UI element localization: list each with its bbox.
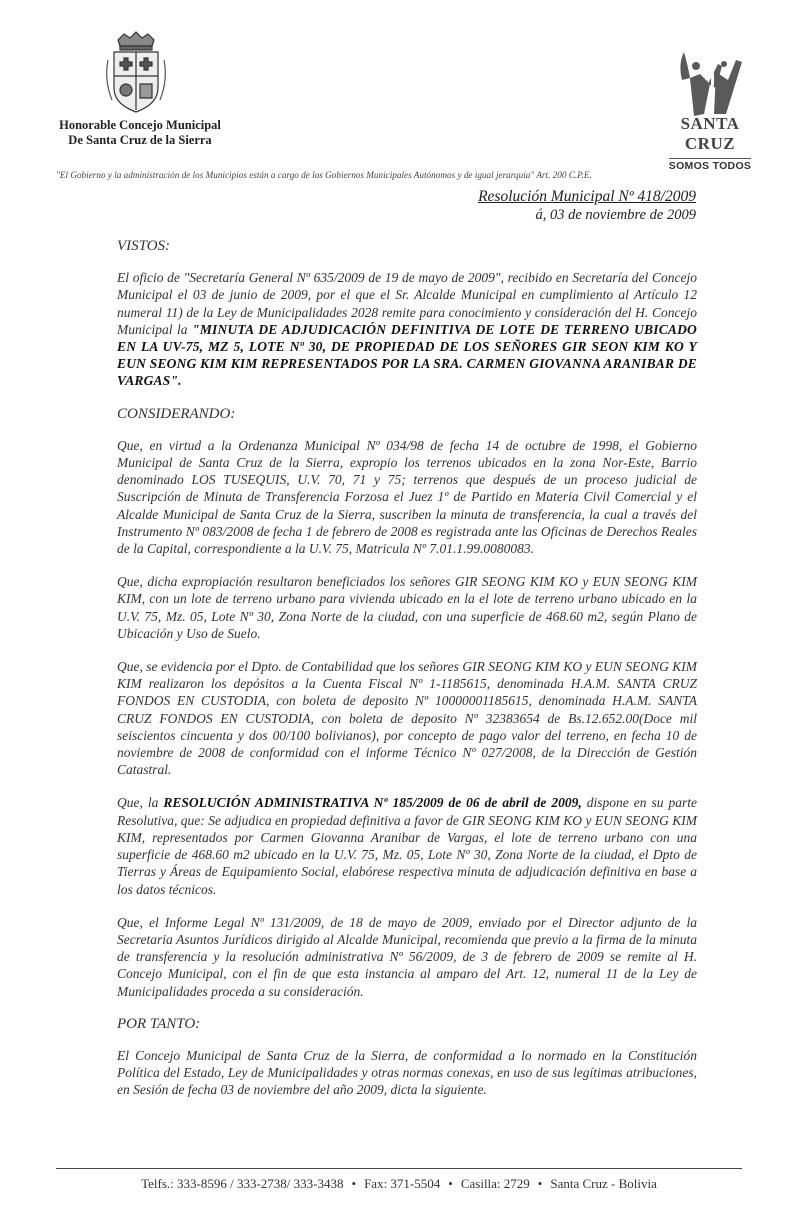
por-tanto-paragraph: El Concejo Municipal de Santa Cruz de la Sierra, de conformidad a lo normado en la Constitución Política del Estado, Ley de Municipalidades y otras normas conexas, en uso de sus legítimas atribuciones, en Sesión de fecha 03 de noviembre del año 2009, dicta la siguiente.: [117, 1047, 697, 1098]
footer-city: Santa Cruz - Bolivia: [550, 1176, 657, 1191]
logo-slogan: SOMOS TODOS: [668, 160, 752, 172]
section-considerando: CONSIDERANDO:: [117, 405, 236, 422]
considerando-paragraph-2: Que, dicha expropiación resultaron beneficiados los señores GIR SEONG KIM KO y EUN SEONG KIM KIM, con un lote de terreno urbano para vivienda ubicado en la el lote de terreno urbano ubicado en la U.V. 75, Mz. 05, Lote Nº 30, Zona Norte de la ciudad, con una superficie de 468.60 m2, según Plano de Ubicación y Uso de Suelo.: [117, 574, 697, 641]
santa-cruz-logo-text: [660, 114, 760, 173]
considerando-paragraph-4: [117, 794, 697, 897]
vistos-text: El oficio de "Secretaría General Nº 635/2009 de 19 de mayo de 2009", recibido en Secretaría del Concejo Municipal el 03 de junio de 2009, por el que el Sr. Alcalde Municipal en cumplimiento al Artículo 12 numeral 11) de la Ley de Municipalidades 2028 remite para conocimiento y consideración del H. Concejo Municipal la: [117, 270, 697, 337]
logo-name: SANTA CRUZ: [680, 114, 740, 153]
constitution-quote: "El Gobierno y la administración de los Municipios están a cargo de los Gobiernos Municipales Autónomos y de igual jerarquía" Art. 200 C.P.E.: [56, 170, 592, 180]
council-name: [40, 118, 240, 148]
p4-bold-reference: RESOLUCIÓN ADMINISTRATIVA Nº 185/2009 de 06 de abril de 2009,: [163, 795, 582, 811]
footer-fax: Fax: 371-5504: [364, 1176, 441, 1191]
bullet-icon: •: [537, 1176, 543, 1191]
footer-contact: [56, 1176, 742, 1192]
p4-rest: dispone en su parte Resolutiva, que: Se adjudica en propiedad definitiva a favor de GIR SEONG KIM KO y EUN SEONG KIM KIM, representados por Carmen Giovanna Aranibar de Vargas, el lote de terreno urbano con una superficie de 468.60 m2 ubicado en la U.V. 75, Mz. 05, Lote Nº 30, Zona Norte de la ciudad, el Dpto de Tierras y Áreas de Equipamiento Social, elabórese respectiva minuta de adjudicación definitiva en base a los datos técnicos.: [117, 795, 697, 897]
council-line-2: De Santa Cruz de la Sierra: [68, 133, 212, 147]
footer-divider: [56, 1168, 742, 1169]
footer-phones: Telfs.: 333-8596 / 333-2738/ 333-3438: [141, 1176, 344, 1191]
considerando-paragraph-5: Que, el Informe Legal Nº 131/2009, de 18 de mayo de 2009, enviado por el Director adjunto de la Secretaria Asuntos Jurídicos dirigido al Alcalde Municipal, recomienda que previo a la firma de la minuta de transferencia y la resolución administrativa Nº 56/2009, de 3 de febrero de 2009 se remite al H. Concejo Municipal, con el fin de que esta instancia al amparo del Art. 12, numeral 11 de la Ley de Municipalidades proceda a su consideración.: [117, 914, 697, 999]
considerando-paragraph-3: Que, se evidencia por el Dpto. de Contabilidad que los señores GIR SEONG KIM KO y EUN SEONG KIM KIM realizaron los depósitos a la Cuenta Fiscal Nº 1-1185615, denominada H.A.M. SANTA CRUZ FONDOS EN CUSTODIA, con boleta de deposito Nº 10000001185615, denominada H.A.M. SANTA CRUZ FONDOS EN CUSTODIA, con boleta de deposito Nº 32383654 de Bs.12.652.00(Doce mil seiscientos cincuenta y dos 00/100 bolivianos), por concepto de pago valor del terreno, en fecha 10 de noviembre de 2008 de conformidad con el informe Técnico Nº 027/2008, de la Dirección de Gestión Catastral.: [117, 659, 697, 778]
letterhead: [0, 0, 800, 180]
considerando-paragraph-1: Que, en virtud a la Ordenanza Municipal Nº 034/98 de fecha 14 de octubre de 1998, el Gobierno Municipal de Santa Cruz de la Sierra, expropio los terrenos ubicados en la zona Nor-Este, Barrio denominado LOS TUSEQUIS, U.V. 70, 71 y 75; terrenos que después de un proceso judicial de Suscripción de Minuta de Transferencia Forzosa el Juez 1º de Partido en Materia Civil Comercial y el Alcalde Municipal de Santa Cruz de la Sierra, suscriben la minuta de transferencia, la cual a través del Instrumento Nº 083/2008 de fecha 1 de febrero de 2008 es registrada ante las Oficinas de Derechos Reales de la Capital, correspondiente a la U.V. 75, Matricula Nº 7.01.1.99.0080083.: [117, 437, 697, 557]
resolution-title: Resolución Municipal Nº 418/2009: [478, 188, 696, 205]
vistos-paragraph: [117, 269, 697, 389]
section-vistos: VISTOS:: [117, 238, 171, 254]
council-line-1: Honorable Concejo Municipal: [59, 118, 221, 132]
bullet-icon: •: [448, 1176, 453, 1191]
section-por-tanto: POR TANTO:: [117, 1015, 201, 1032]
resolution-date: á, 03 de noviembre de 2009: [535, 207, 696, 223]
coat-of-arms-icon: [104, 30, 168, 116]
footer-casilla: Casilla: 2729: [460, 1176, 530, 1191]
document-body: [117, 232, 697, 1115]
p4-prefix: Que, la: [117, 795, 164, 811]
vistos-bold-subject: "MINUTA DE ADJUDICACIÓN DEFINITIVA DE LOTE DE TERRENO UBICADO EN LA UV-75, MZ 5, LOTE Nº 30, DE PROPIEDAD DE LOS SEÑORES GIR SEON KIM KO Y EUN SEONG KIM KIM REPRESENTADOS POR LA SRA. CARMEN GIOVANNA ARANIBAR DE VARGAS".: [117, 321, 697, 389]
bullet-icon: •: [351, 1176, 357, 1191]
